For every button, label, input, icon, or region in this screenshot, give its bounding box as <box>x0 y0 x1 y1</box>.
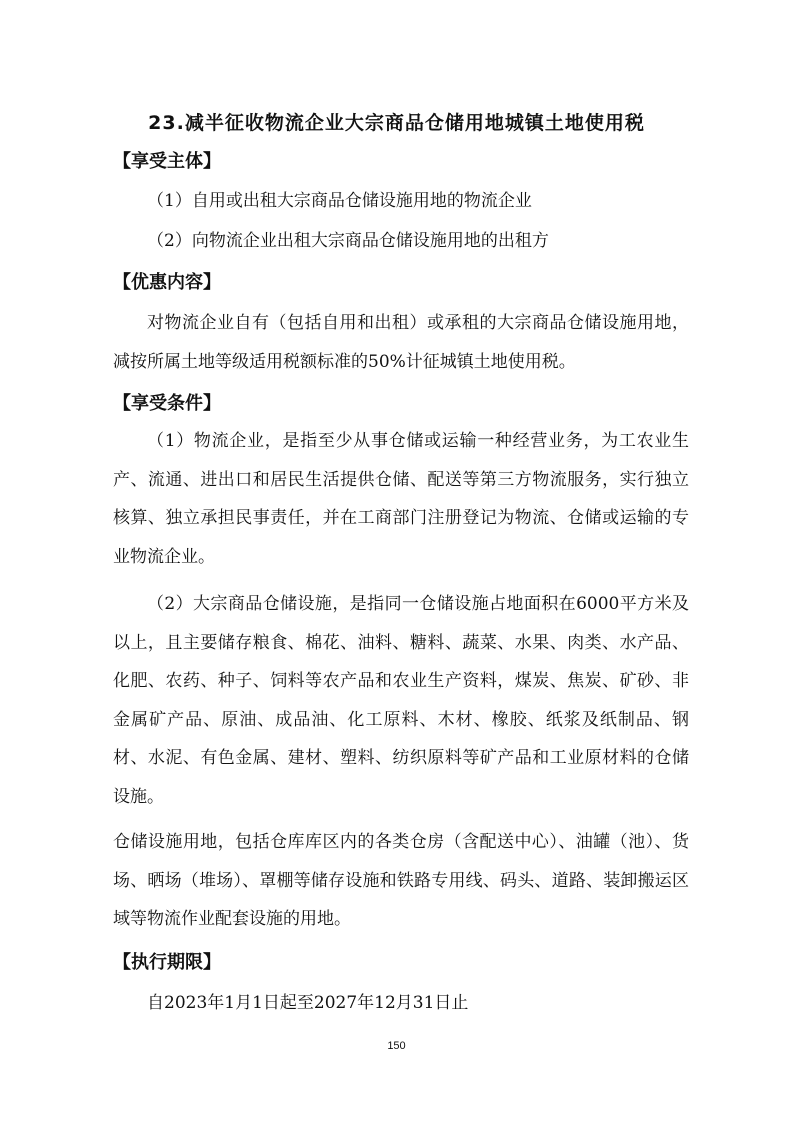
period-text: 自2023年1月1日起至2027年12月31日止 <box>147 993 469 1013</box>
content-text: 对物流企业自有（包括自用和出租）或承租的大宗商品仓储设施用地，减按所属土地等级适用税额标准的50%计征城镇土地使用税。 <box>113 313 689 372</box>
subject-item-1: （1）自用或出租大宗商品仓储设施用地的物流企业 <box>147 191 532 211</box>
subject-item-2: （2）向物流企业出租大宗商品仓储设施用地的出租方 <box>147 231 549 251</box>
conditions-item-3: 仓储设施用地，包括仓库库区内的各类仓房（含配送中心）、油罐（池）、货场、晒场（堆场）、罩棚等储存设施和铁路专用线、码头、道路、装卸搬运区域等物流作业配套设施的用地。 <box>113 832 689 929</box>
heading-subject: 【享受主体】 <box>113 151 221 172</box>
heading-conditions: 【享受条件】 <box>113 393 221 414</box>
heading-content: 【优惠内容】 <box>113 272 221 293</box>
page-number: 150 <box>387 1040 406 1052</box>
document-title: 23.减半征收物流企业大宗商品仓储用地城镇土地使用税 <box>148 112 645 134</box>
conditions-item-1: （1）物流企业，是指至少从事仓储或运输一种经营业务，为工农业生产、流通、进出口和居民生活提供仓储、配送等第三方物流服务，实行独立核算、独立承担民事责任，并在工商部门注册登记为物流、仓储或运输的专业物流企业。 <box>113 431 689 567</box>
heading-period: 【执行期限】 <box>113 952 221 973</box>
conditions-item-2: （2）大宗商品仓储设施，是指同一仓储设施占地面积在6000平方米及以上，且主要储存粮食、棉花、油料、糖料、蔬菜、水果、肉类、水产品、化肥、农药、种子、饲料等农产品和农业生产资料，煤炭、焦炭、矿砂、非金属矿产品、原油、成品油、化工原料、木材、橡胶、纸浆及纸制品、钢材、水泥、有色金属、建材、塑料、纺织原料等矿产品和工业原材料的仓储设施。 <box>113 594 689 807</box>
